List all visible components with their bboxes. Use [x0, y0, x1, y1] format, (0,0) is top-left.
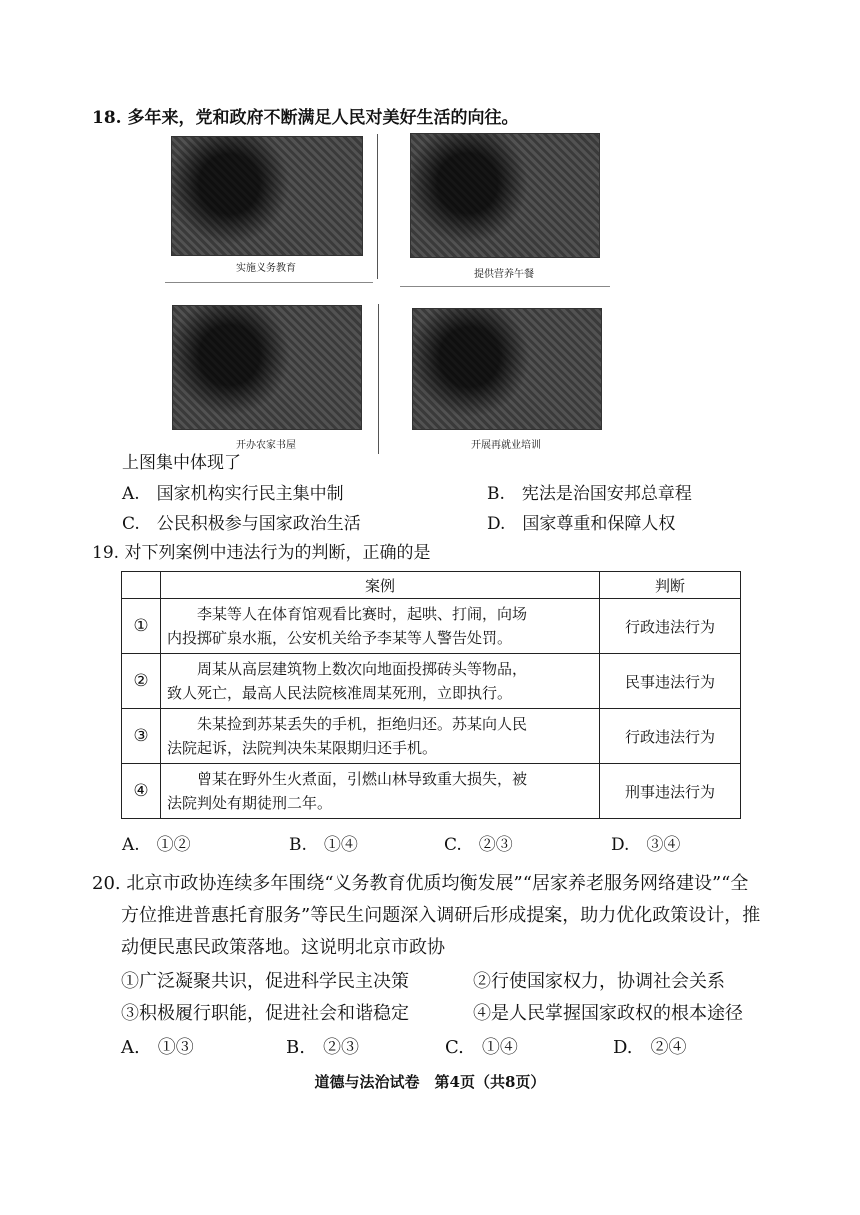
header-judgment: 判断	[600, 572, 741, 599]
q18-option-a: A. 国家机构实行民主集中制	[122, 484, 344, 504]
table-row	[122, 599, 741, 654]
q20-item-2: ②行使国家权力，协调社会关系	[473, 971, 725, 992]
q19-option-d: D. ③④	[611, 835, 681, 855]
header-blank	[122, 572, 161, 599]
case-judgment: 民事违法行为	[600, 654, 741, 709]
row-number: ②	[122, 654, 161, 709]
case-judgment: 行政违法行为	[600, 709, 741, 764]
case-line: 内投掷矿泉水瓶，公安机关给予李某等人警告处罚。	[167, 629, 513, 647]
divider	[400, 286, 610, 287]
case-judgment: 行政违法行为	[600, 599, 741, 654]
case-description	[161, 709, 600, 764]
q20-option-a: A. ①③	[121, 1037, 194, 1058]
row-number: ①	[122, 599, 161, 654]
q20-item-4: ④是人民掌握国家政权的根本途径	[473, 1003, 743, 1024]
table-row	[122, 709, 741, 764]
case-judgment: 刑事违法行为	[600, 764, 741, 819]
case-description	[161, 599, 600, 654]
table-header-row	[122, 572, 741, 599]
case-table	[121, 571, 741, 819]
case-line: 致人死亡，最高人民法院核准周某死刑，立即执行。	[167, 684, 513, 702]
case-line: 朱某捡到苏某丢失的手机，拒绝归还。苏某向人民	[197, 715, 528, 733]
q18-option-c: C. 公民积极参与国家政治生活	[122, 514, 361, 534]
q19-option-a: A. ①②	[122, 835, 191, 855]
q20-stem-line1: 20. 北京市政协连续多年围绕“义务教育优质均衡发展”“居家养老服务网络建设”“全	[92, 873, 749, 894]
q20-item-3: ③积极履行职能，促进社会和谐稳定	[121, 1003, 409, 1024]
divider	[165, 282, 373, 283]
case-description	[161, 654, 600, 709]
q18-prompt: 上图集中体现了	[122, 453, 241, 473]
q18-option-d: D. 国家尊重和保障人权	[487, 514, 676, 534]
photo-caption: 开展再就业培训	[471, 440, 541, 451]
q20-stem-line3: 动便民惠民政策落地。这说明北京市政协	[121, 937, 445, 958]
case-line: 李某等人在体育馆观看比赛时，起哄、打闹，向场	[197, 605, 528, 623]
case-line: 法院判处有期徒刑二年。	[167, 794, 333, 812]
photo-caption: 实施义务教育	[236, 263, 296, 274]
row-number: ③	[122, 709, 161, 764]
row-number: ④	[122, 764, 161, 819]
q20-stem-line2: 方位推进普惠托育服务”等民生问题深入调研后形成提案，助力优化政策设计，推	[121, 905, 761, 926]
header-case: 案例	[161, 572, 600, 599]
table-row	[122, 654, 741, 709]
q18-option-b: B. 宪法是治国安邦总章程	[487, 484, 692, 504]
divider	[378, 304, 379, 454]
q19-stem: 19. 对下列案例中违法行为的判断，正确的是	[92, 543, 431, 563]
photo-caption: 提供营养午餐	[474, 269, 534, 280]
divider	[377, 134, 378, 279]
q18-stem: 18. 多年来，党和政府不断满足人民对美好生活的向往。	[92, 108, 519, 128]
q20-option-d: D. ②④	[613, 1037, 687, 1058]
photo-caption: 开办农家书屋	[236, 440, 296, 451]
photo-reemployment-training	[412, 308, 602, 430]
q19-option-b: B. ①④	[289, 835, 358, 855]
case-line: 法院起诉，法院判决朱某限期归还手机。	[167, 739, 438, 757]
photo-nutrition-lunch	[410, 133, 600, 258]
q19-option-c: C. ②③	[444, 835, 513, 855]
q20-option-b: B. ②③	[286, 1037, 359, 1058]
case-line: 曾某在野外生火煮面，引燃山林导致重大损失，被	[197, 770, 528, 788]
case-description	[161, 764, 600, 819]
case-line: 周某从高层建筑物上数次向地面投掷砖头等物品，	[197, 660, 528, 678]
q20-option-c: C. ①④	[445, 1037, 518, 1058]
table-row	[122, 764, 741, 819]
page-footer: 道德与法治试卷 第4页（共8页）	[314, 1073, 546, 1091]
photo-farmer-bookstore	[172, 305, 362, 430]
q20-item-1: ①广泛凝聚共识，促进科学民主决策	[121, 971, 409, 992]
photo-compulsory-education	[171, 136, 363, 256]
